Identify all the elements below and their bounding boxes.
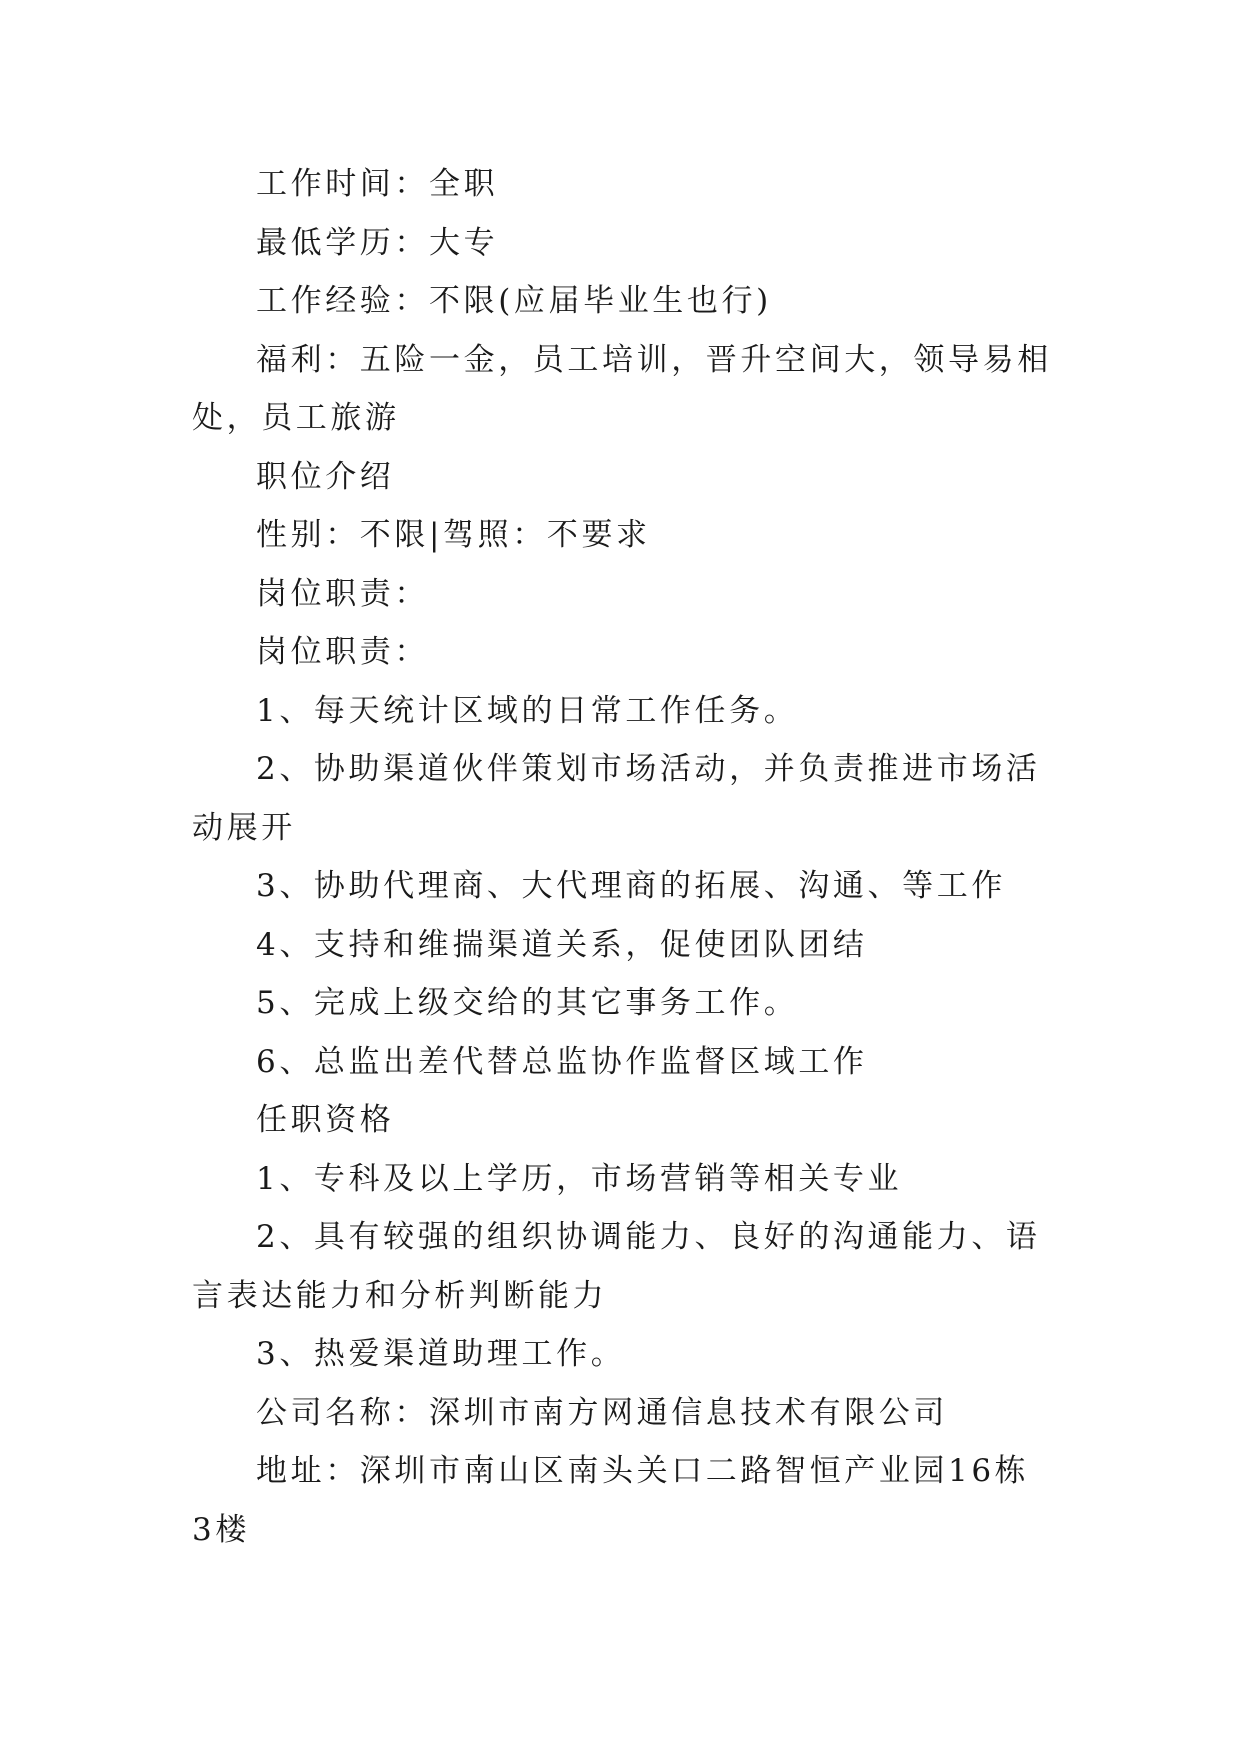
duty-item: 5、完成上级交给的其它事务工作。 <box>256 985 799 1021</box>
section-heading-qualifications: 任职资格 <box>256 1102 395 1138</box>
duty-item: 2、协助渠道伙伴策划市场活动，并负责推进市场活动展开 <box>192 751 1041 846</box>
section-heading-duties: 岗位职责： <box>256 575 429 612</box>
section-heading-job-intro: 职位介绍 <box>256 458 395 495</box>
work-time-line: 工作时间：全职 <box>256 166 499 202</box>
gender-license-line: 性别：不限|驾照：不要求 <box>256 517 651 553</box>
education-line: 最低学历：大专 <box>256 224 499 261</box>
experience-line: 工作经验：不限(应届毕业生也行) <box>256 283 772 319</box>
qualification-item: 3、热爱渠道助理工作。 <box>256 1336 626 1372</box>
duty-item: 4、支持和维揣渠道关系，促使团队团结 <box>256 926 868 963</box>
address-line: 地址：深圳市南山区南头关口二路智恒产业园16栋3楼 <box>192 1453 1030 1548</box>
qualification-item: 2、具有较强的组织协调能力、良好的沟通能力、语言表达能力和分析判断能力 <box>192 1219 1041 1314</box>
duty-item: 6、总监出差代替总监协作监督区域工作 <box>256 1043 868 1080</box>
duty-item: 1、每天统计区域的日常工作任务。 <box>256 692 799 729</box>
section-heading-duties-repeat: 岗位职责： <box>256 634 429 670</box>
document-body <box>192 155 1052 1559</box>
duty-item: 3、协助代理商、大代理商的拓展、沟通、等工作 <box>256 868 1006 904</box>
qualification-item: 1、专科及以上学历，市场营销等相关专业 <box>256 1160 903 1197</box>
company-name-line: 公司名称：深圳市南方网通信息技术有限公司 <box>256 1394 948 1431</box>
benefits-line: 福利：五险一金，员工培训，晋升空间大，领导易相处，员工旅游 <box>192 341 1052 436</box>
